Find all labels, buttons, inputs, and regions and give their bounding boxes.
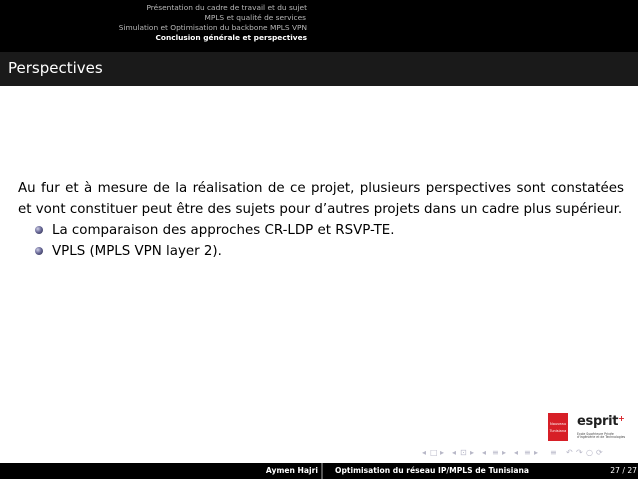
nav-section-simulation[interactable]: Simulation et Optimisation du backbone MPLS VPN	[118, 23, 307, 32]
list-item-text: VPLS (MPLS VPN layer 2).	[52, 244, 222, 259]
section-icon[interactable]: ≡	[492, 448, 499, 457]
bullet-icon	[35, 247, 43, 255]
nav-section-mpls-qos[interactable]: MPLS et qualité de services	[204, 13, 306, 22]
refresh-icon[interactable]: ⟳	[596, 448, 603, 457]
frame-title-bar	[0, 52, 638, 86]
nav-next-icon[interactable]: ▸	[502, 448, 507, 457]
footer-title: Optimisation du réseau IP/MPLS de Tunisiana	[334, 466, 529, 475]
list-item	[18, 241, 624, 262]
perspectives-list	[18, 220, 624, 262]
nav-prev-icon[interactable]: ◂	[422, 448, 427, 457]
nav-section-presentation[interactable]: Présentation du cadre de travail et du sujet	[146, 3, 307, 12]
subsection-icon[interactable]: ⊡	[460, 448, 467, 457]
frame-icon[interactable]: □	[430, 448, 438, 457]
bullet-icon	[35, 226, 43, 234]
search-icon[interactable]: ○	[586, 448, 593, 457]
nav-next-icon[interactable]: ▸	[440, 448, 445, 457]
logos	[548, 413, 632, 443]
forward-icon[interactable]: ↷	[576, 448, 583, 457]
appendix-icon[interactable]: ≡	[550, 448, 557, 457]
nav-next-icon[interactable]: ▸	[470, 448, 475, 457]
page-number: 27 / 27	[610, 466, 637, 475]
beamer-navigation-symbols	[418, 448, 636, 460]
document-icon[interactable]: ≡	[524, 448, 531, 457]
back-icon[interactable]: ↶	[566, 448, 573, 457]
list-item-text: La comparaison des approches CR-LDP et RSVP-TE.	[52, 223, 395, 238]
list-item	[18, 220, 624, 241]
footer-author: Aymen Hajri	[265, 466, 318, 475]
esprit-tagline: Ecole Supérieure Privée d'Ingénierie et de Technologies	[577, 432, 626, 440]
esprit-logo: esprit+	[577, 414, 625, 429]
frame-title: Perspectives	[8, 59, 103, 77]
tunisiana-logo: Nouveau Tunisiana	[548, 413, 568, 441]
nav-section-conclusion[interactable]: Conclusion générale et perspectives	[155, 33, 307, 42]
section-navigation	[0, 0, 638, 52]
nav-next-icon[interactable]: ▸	[534, 448, 539, 457]
nav-prev-icon[interactable]: ◂	[482, 448, 487, 457]
slide-body	[18, 178, 624, 262]
nav-prev-icon[interactable]: ◂	[514, 448, 519, 457]
footer-bar	[0, 463, 638, 479]
intro-paragraph: Au fur et à mesure de la réalisation de ce projet, plusieurs perspectives sont constatées et vont constituer peut être des sujets pour d’autres projets dans un cadre plus supérieur.	[18, 181, 624, 217]
nav-prev-icon[interactable]: ◂	[452, 448, 457, 457]
